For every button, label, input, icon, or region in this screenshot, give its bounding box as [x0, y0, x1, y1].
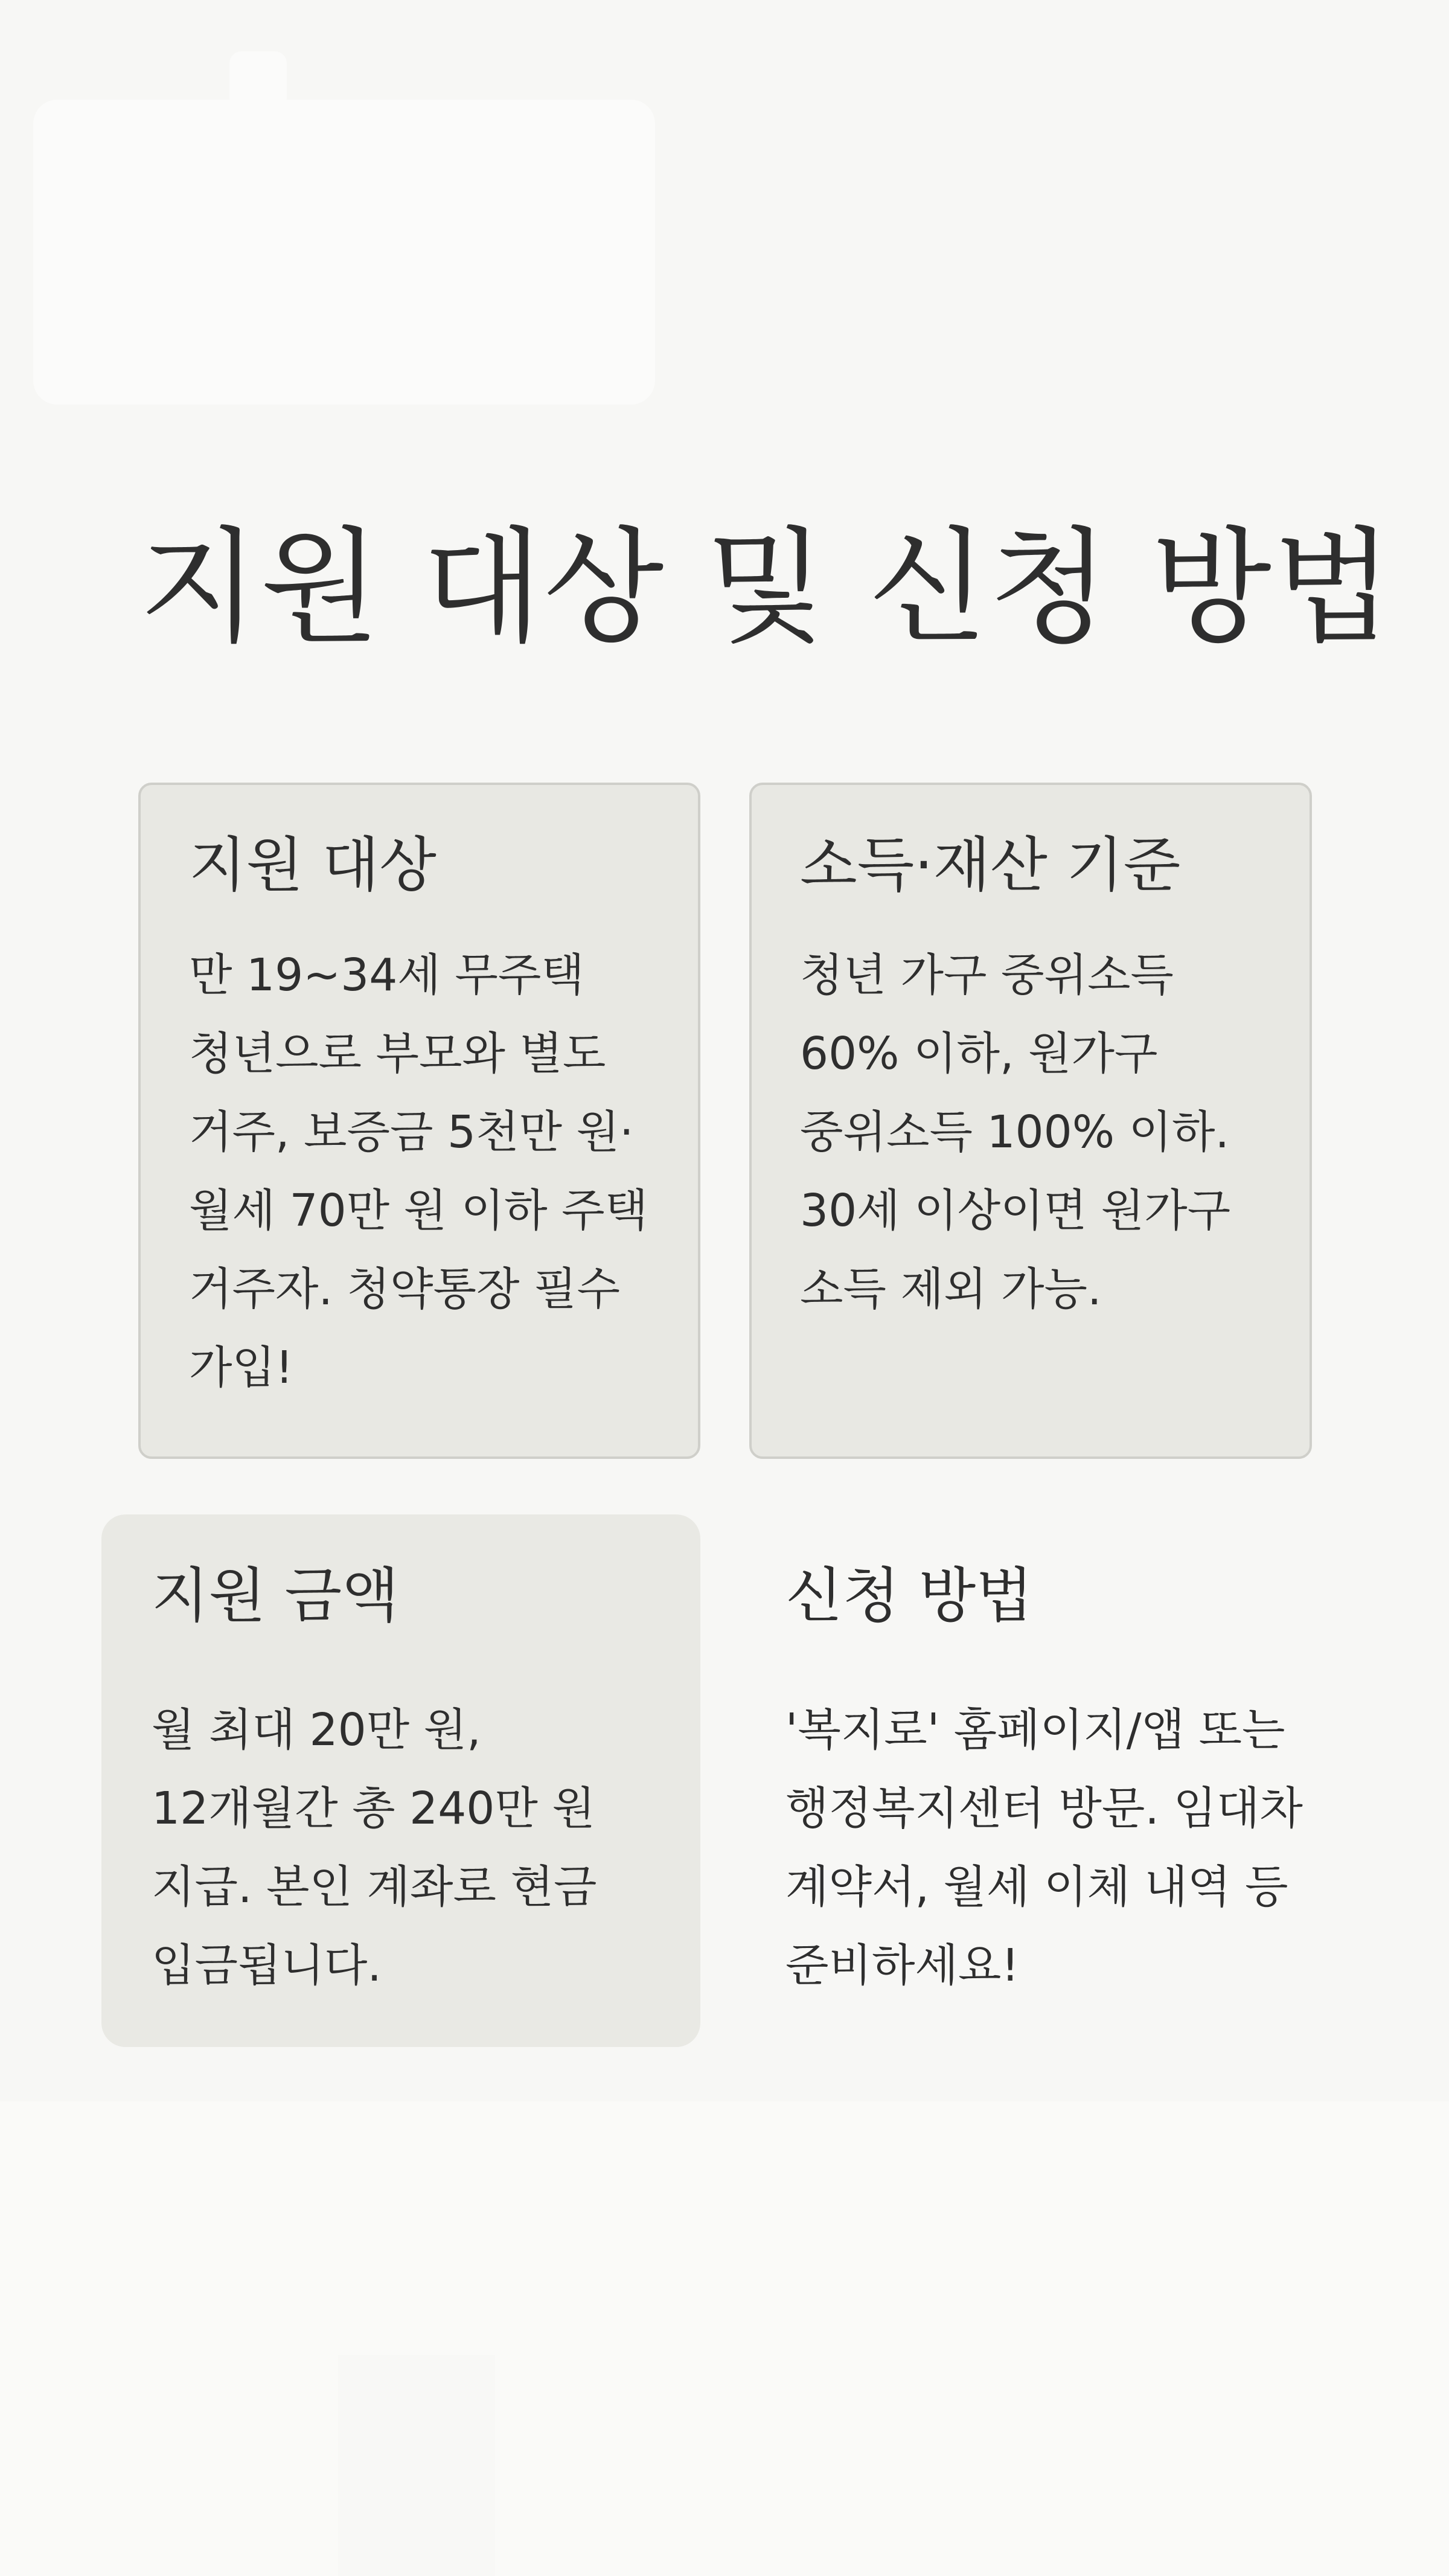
page-title: 지원 대상 및 신청 방법 [139, 515, 1394, 660]
card-income-criteria [749, 783, 1312, 1459]
card-body: 월 최대 20만 원, 12개월간 총 240만 원 지급. 본인 계좌로 현금 입금됩니다. [152, 1704, 597, 1991]
card-application-method [749, 1514, 1348, 2047]
background-shape [0, 2101, 1449, 2576]
card-heading: 소득·재산 기준 [800, 831, 1181, 900]
card-eligibility [138, 783, 700, 1459]
background-shape [229, 51, 287, 109]
card-support-amount [101, 1514, 700, 2047]
background-shape [338, 2355, 495, 2576]
card-body: 만 19~34세 무주택 청년으로 부모와 별도 거주, 보증금 5천만 원·월세 70만 원 이하 주택 거주자. 청약통장 필수 가입! [189, 949, 648, 1394]
card-body: '복지로' 홈페이지/앱 또는 행정복지센터 방문. 임대차 계약서, 월세 이체 내역 등 준비하세요! [785, 1704, 1303, 1991]
card-heading: 지원 대상 [189, 831, 437, 900]
background-shape [33, 100, 655, 405]
card-heading: 신청 방법 [785, 1562, 1033, 1630]
card-body: 청년 가구 중위소득 60% 이하, 원가구 중위소득 100% 이하. 30세 이상이면 원가구 소득 제외 가능. [800, 949, 1231, 1315]
card-heading: 지원 금액 [152, 1562, 399, 1630]
